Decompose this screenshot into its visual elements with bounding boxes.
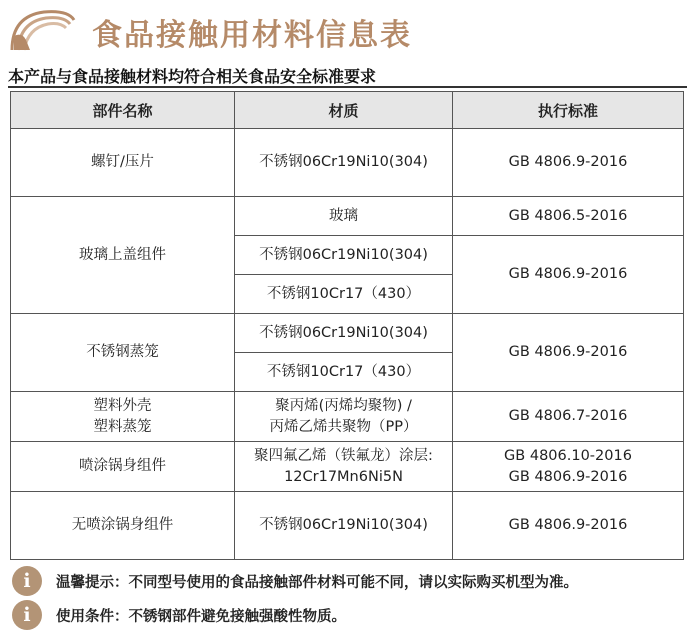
table-row: [11, 129, 684, 197]
part-line: 塑料外壳: [93, 397, 152, 414]
page-title: 食品接触用材料信息表: [92, 18, 412, 53]
material-cell: [235, 392, 453, 442]
warm-tip-text: 温馨提示：不同型号使用的食品接触部件材料可能不同，请以实际购买机型为准。: [56, 574, 578, 591]
part-cell: [11, 392, 235, 442]
column-header-standard: 执行标准: [453, 92, 684, 129]
material-cell: 玻璃: [235, 197, 453, 236]
standard-cell: GB 4806.7-2016: [453, 392, 684, 442]
brand-logo-icon: [8, 6, 78, 52]
material-cell: 不锈钢06Cr19Ni10(304): [235, 314, 453, 353]
standard-cell: GB 4806.9-2016: [453, 236, 684, 314]
standard-line: GB 4806.10-2016: [504, 447, 632, 464]
table-header-row: [11, 92, 684, 129]
title-divider: [8, 86, 687, 88]
page-subtitle: 本产品与食品接触材料均符合相关食品安全标准要求: [8, 67, 377, 86]
material-cell: 不锈钢10Cr17（430）: [235, 275, 453, 314]
part-cell: 无喷涂锅身组件: [11, 492, 235, 560]
material-info-table: [10, 91, 684, 560]
material-cell: [235, 442, 453, 492]
column-header-material: 材质: [235, 92, 453, 129]
material-cell: 不锈钢06Cr19Ni10(304): [235, 492, 453, 560]
part-cell: 不锈钢蒸笼: [11, 314, 235, 392]
table-row: [11, 442, 684, 492]
table-row: [11, 314, 684, 353]
part-cell: 喷涂锅身组件: [11, 442, 235, 492]
standard-cell: GB 4806.9-2016: [453, 314, 684, 392]
info-icon: i: [12, 600, 42, 630]
part-cell: 玻璃上盖组件: [11, 197, 235, 314]
table-row: [11, 492, 684, 560]
standard-cell: GB 4806.5-2016: [453, 197, 684, 236]
usage-condition-text: 使用条件：不锈钢部件避免接触强酸性物质。: [56, 608, 346, 625]
table-row: [11, 197, 684, 236]
material-line: 丙烯乙烯共聚物（PP）: [269, 418, 418, 435]
material-line: 12Cr17Mn6Ni5N: [284, 468, 403, 485]
usage-condition: [12, 599, 346, 631]
standard-cell: [453, 442, 684, 492]
material-line: 聚丙烯(丙烯均聚物) /: [275, 397, 412, 414]
info-icon: i: [12, 566, 42, 596]
part-line: 塑料蒸笼: [93, 418, 152, 435]
standard-cell: GB 4806.9-2016: [453, 129, 684, 197]
table-row: [11, 392, 684, 442]
material-line: 聚四氟乙烯（铁氟龙）涂层:: [254, 447, 433, 464]
standard-line: GB 4806.9-2016: [508, 468, 628, 485]
warm-tip: [12, 565, 578, 597]
column-header-part: 部件名称: [11, 92, 235, 129]
part-cell: 螺钉/压片: [11, 129, 235, 197]
standard-cell: GB 4806.9-2016: [453, 492, 684, 560]
material-cell: 不锈钢06Cr19Ni10(304): [235, 236, 453, 275]
material-cell: 不锈钢10Cr17（430）: [235, 353, 453, 392]
material-cell: 不锈钢06Cr19Ni10(304): [235, 129, 453, 197]
